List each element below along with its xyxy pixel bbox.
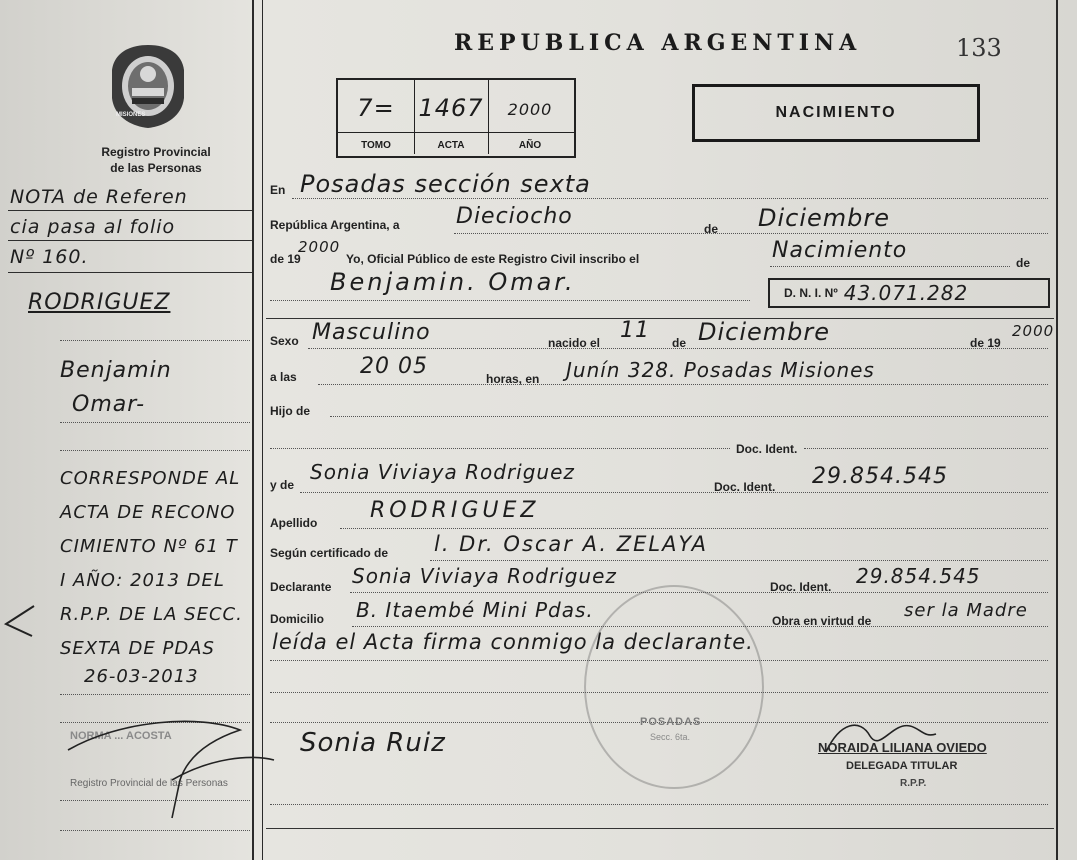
acta-cell	[414, 80, 489, 154]
correction-line-5: R.P.P. DE LA SECC.	[60, 604, 243, 625]
horas-label: horas, en	[486, 372, 540, 386]
sexo-value: Masculino	[312, 320, 431, 345]
note-line-2: cia pasa al folio	[10, 216, 176, 238]
sexo-label: Sexo	[270, 334, 299, 348]
correction-line-6: SEXTA DE PDAS	[60, 638, 215, 659]
ano-value: 2000	[507, 100, 553, 119]
record-number-box	[336, 78, 576, 158]
seal-label: MISIONES	[116, 112, 146, 118]
tomo-cell	[338, 80, 415, 154]
oficial-text: Yo, Oficial Público de este Registro Civil inscribo el	[346, 252, 640, 266]
correction-line-4: I AÑO: 2013 DEL	[60, 570, 225, 591]
mother-doc-value: 29.854.545	[812, 464, 948, 489]
left-dotted-rule	[60, 450, 250, 451]
left-official-stamp: NORMA ... ACOSTA	[70, 730, 172, 742]
dni-box	[768, 278, 1050, 308]
declarante-doc-value: 29.854.545	[856, 564, 981, 588]
birth-place-value: Junín 328. Posadas Misiones	[566, 358, 875, 382]
cert-value: l. Dr. Oscar A. ZELAYA	[434, 532, 708, 556]
en-dotted-rule	[292, 198, 1048, 199]
mother-doc-label: Doc. Ident.	[714, 480, 776, 494]
officer-title: DELEGADA TITULAR	[846, 760, 958, 772]
declarante-doc-label: Doc. Ident.	[770, 580, 832, 594]
country-title: REPUBLICA ARGENTINA	[454, 30, 862, 56]
note-line-1: NOTA de Referen	[10, 186, 188, 208]
child-name-value: Benjamin. Omar.	[330, 268, 576, 296]
left-dotted-rule	[60, 340, 250, 341]
document-type-label: NACIMIENTO	[775, 104, 897, 121]
bottom-dotted-rule	[270, 804, 1048, 805]
father-doc-number-rule	[804, 448, 1048, 449]
father-dotted-rule	[330, 416, 1048, 417]
date-dotted-rule	[454, 233, 1048, 234]
ano-cell	[488, 80, 572, 154]
left-rule	[8, 240, 252, 241]
birth-dotted-rule	[308, 348, 1048, 349]
father-doc-label: Doc. Ident.	[736, 442, 798, 456]
hijo-label: Hijo de	[270, 404, 311, 418]
left-dotted-rule	[60, 830, 250, 831]
left-given-name-2: Omar-	[72, 392, 146, 417]
apellido-value: RODRIGUEZ	[370, 498, 540, 523]
de-label-2: de	[1016, 256, 1031, 270]
tomo-value: 7=	[357, 94, 395, 122]
tomo-label: TOMO	[361, 140, 391, 151]
day-value: Dieciocho	[456, 204, 573, 229]
correction-line-1: CORRESPONDE AL	[60, 468, 241, 489]
domicilio-label: Domicilio	[270, 612, 325, 626]
de-label: de	[704, 222, 719, 236]
cert-label: Según certificado de	[270, 546, 389, 560]
margin-mark-icon	[0, 600, 40, 640]
birth-year-value: 2000	[1012, 322, 1055, 340]
dni-value: 43.071.282	[843, 281, 969, 305]
year-prefix: de 19	[270, 252, 301, 266]
en-label: En	[270, 183, 286, 197]
rep-label: República Argentina, a	[270, 218, 400, 232]
obra-value: ser la Madre	[904, 600, 1028, 621]
apellido-dotted-rule	[340, 528, 1048, 529]
obra-label: Obra en virtud de	[772, 614, 872, 628]
year-value: 2000	[298, 238, 341, 256]
ano-label: AÑO	[518, 140, 542, 151]
left-given-name-1: Benjamin	[60, 358, 172, 383]
official-round-stamp	[584, 585, 764, 789]
mother-value: Sonia Viviaya Rodriguez	[310, 460, 575, 484]
column-divider-right	[1056, 0, 1058, 860]
mother-dotted-rule	[300, 492, 1048, 493]
father-doc-dotted-rule	[270, 448, 730, 449]
declarante-label: Declarante	[270, 580, 332, 594]
act-type-value: Nacimiento	[772, 238, 908, 263]
officer-signature-icon	[60, 710, 280, 820]
yde-label: y de	[270, 478, 295, 492]
correction-line-2: ACTA DE RECONO	[60, 502, 236, 523]
cert-dotted-rule	[430, 560, 1048, 561]
domicilio-value: B. Itaembé Mini Pdas.	[356, 598, 594, 622]
stamp-city: POSADAS	[640, 716, 702, 728]
act-dotted-rule	[770, 266, 1010, 267]
officer-sub: R.P.P.	[900, 778, 927, 789]
left-dotted-rule	[60, 694, 250, 695]
registry-name: Registro Provincial de las Personas	[101, 145, 211, 175]
folio-number: 133	[956, 34, 1002, 62]
correction-line-3: CIMIENTO Nº 61 T	[60, 536, 238, 557]
place-value: Posadas sección sexta	[300, 170, 591, 198]
month-value: Diciembre	[758, 204, 891, 232]
bottom-rule	[266, 828, 1054, 829]
left-rule	[8, 272, 252, 273]
declarant-signature: Sonia Ruiz	[300, 728, 446, 758]
hour-value: 20 05	[360, 354, 428, 379]
officer-name: NORAIDA LILIANA OVIEDO	[818, 740, 987, 755]
alas-label: a las	[270, 370, 297, 384]
reading-note-value: leída el Acta firma conmigo la declarante.	[272, 630, 754, 654]
apellido-label: Apellido	[270, 516, 318, 530]
de19-label: de 19	[970, 336, 1001, 350]
left-surname: RODRIGUEZ	[28, 290, 171, 315]
nacido-label: nacido el	[548, 336, 601, 350]
declarante-value: Sonia Viviaya Rodriguez	[352, 564, 617, 588]
hour-dotted-rule	[318, 384, 1048, 385]
dni-label: D. N. I. Nº	[784, 286, 838, 300]
left-dotted-rule	[60, 422, 250, 423]
name-dotted-rule	[270, 300, 750, 301]
acta-value: 1467	[418, 94, 484, 122]
birth-day-value: 11	[620, 318, 650, 343]
note-line-3: Nº 160.	[10, 246, 89, 268]
section-rule	[266, 318, 1054, 319]
de-label-3: de	[672, 336, 687, 350]
stamp-section: Secc. 6ta.	[650, 732, 691, 742]
birth-month-value: Diciembre	[698, 318, 831, 346]
acta-label: ACTA	[437, 140, 465, 151]
left-rule	[8, 210, 252, 211]
left-official-stamp-sub: Registro Provincial de las Personas	[70, 778, 228, 789]
document-type-box	[692, 84, 980, 142]
correction-line-7: 26-03-2013	[84, 666, 199, 687]
